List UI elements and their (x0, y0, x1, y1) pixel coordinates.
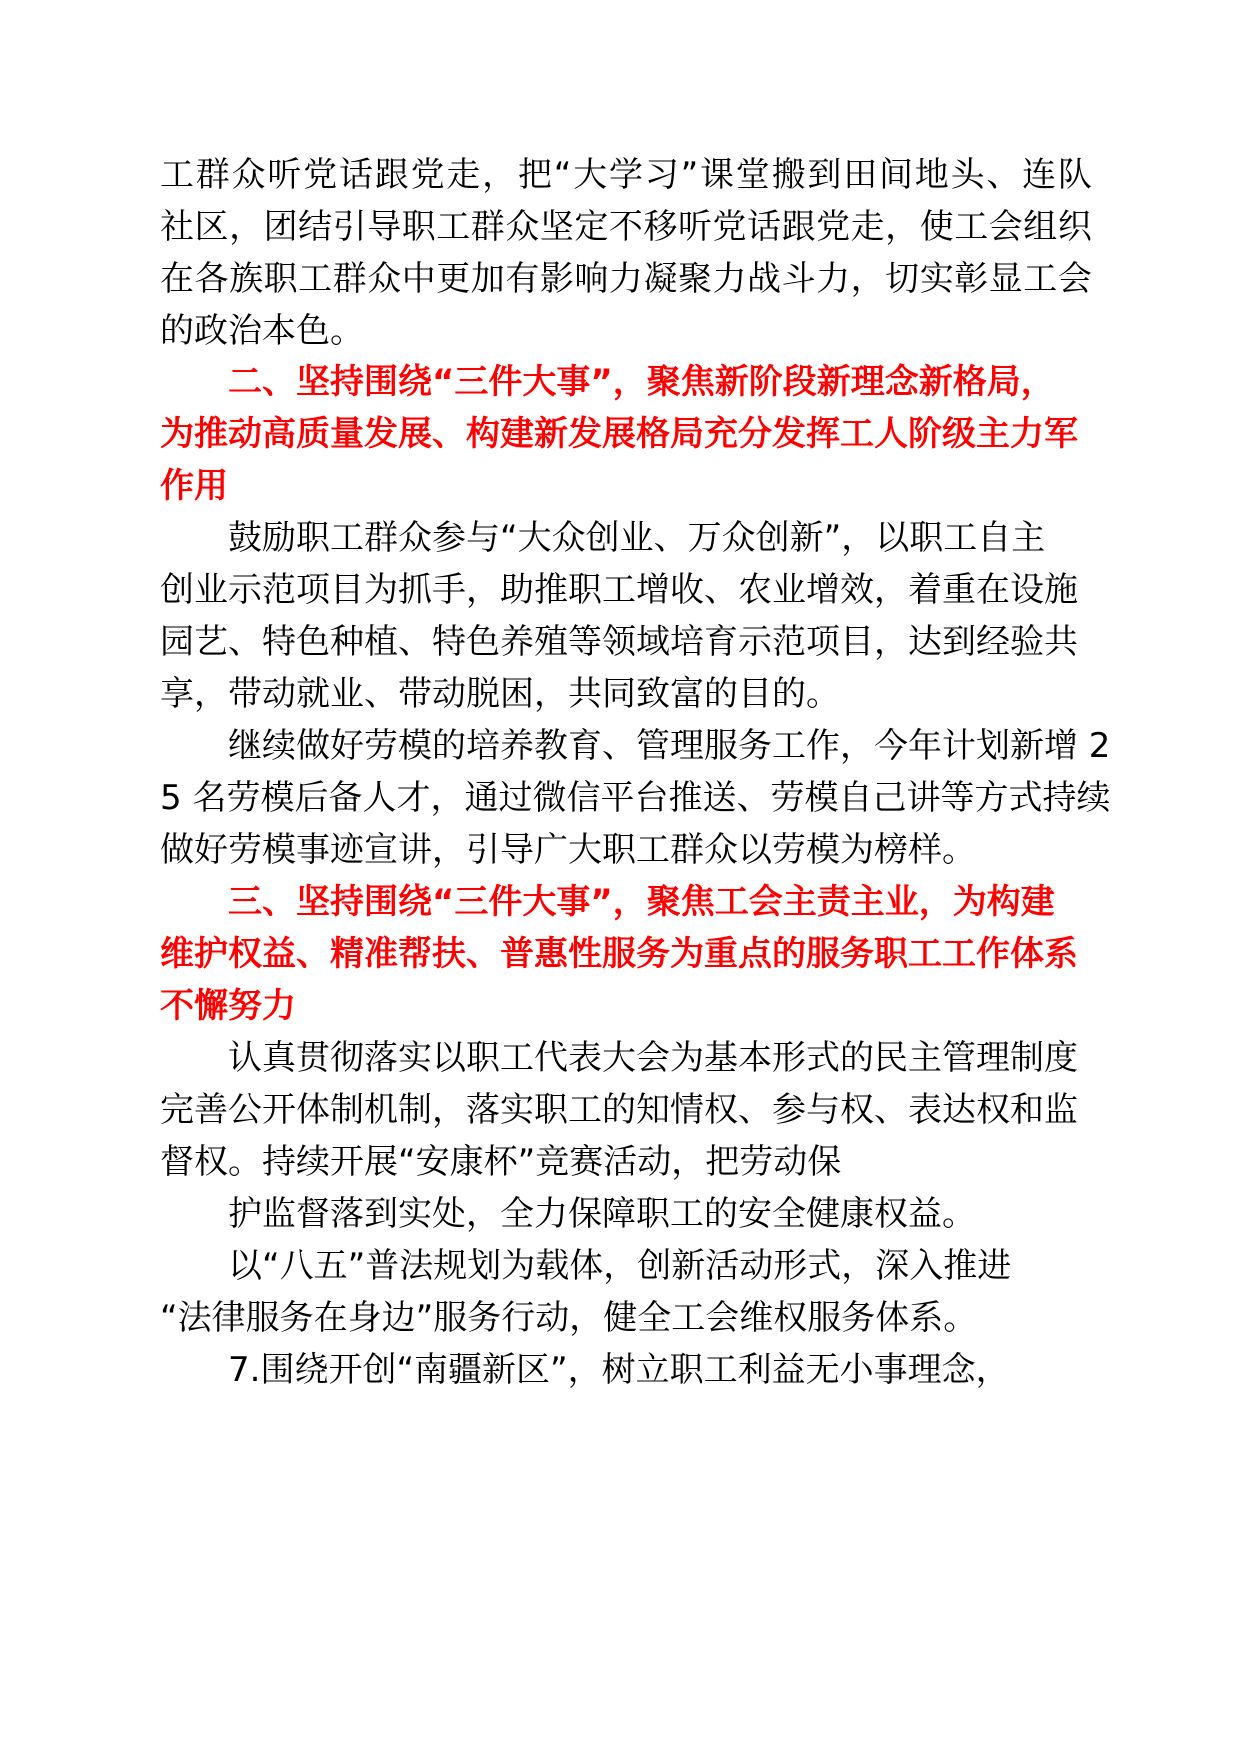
paragraph-line: 做好劳模事迹宣讲，引导广大职工群众以劳模为榜样。 (160, 830, 976, 870)
paragraph-line: 7.围绕开创“南疆新区”，树立职工利益无小事理念， (228, 1350, 1010, 1390)
paragraph-line: 护监督落到实处，全力保障职工的安全健康权益。 (228, 1194, 976, 1234)
paragraph-line: 园艺、特色种植、特色养殖等领域培育示范项目，达到经验共 (160, 622, 1078, 662)
paragraph-line: 在 各 族 职 工 群 众 中 更 加 有 影 响 力 凝 聚 力 战 斗 力 ， 切 实 彰 显 工 会 (160, 259, 1092, 299)
paragraph-line: “法律服务在身边”服务行动，健全工会维权服务体系。 (160, 1298, 978, 1338)
paragraph-line: 5 名劳模后备人才，通过微信平台推送、劳模自己讲等方式持续 (160, 778, 1111, 818)
paragraph-line: 鼓励职工群众参与“大众创业、万众创新”，以职工自主 (228, 518, 1046, 558)
section-heading-line: 作用 (160, 466, 228, 506)
paragraph-line: 认真贯彻落实以职工代表大会为基本形式的民主管理制度 (228, 1038, 1078, 1078)
section-heading-line: 不懈努力 (160, 986, 296, 1026)
paragraph-line: 社 区 ， 团 结 引 导 职 工 群 众 坚 定 不 移 听 党 话 跟 党 走 ， 使 工 会 组 织 (160, 207, 1092, 247)
section-heading-line: 二、坚持围绕“三件大事”，聚焦新阶段新理念新格局， (228, 362, 1055, 402)
section-heading-line: 为推动高质量发展、构建新发展格局充分发挥工人阶级主力军 (160, 414, 1078, 454)
section-heading-line: 维护权益、精准帮扶、普惠性服务为重点的服务职工工作体系 (160, 934, 1078, 974)
section-heading-line: 三、坚持围绕“三件大事”，聚焦工会主责主业，为构建 (228, 882, 1055, 922)
paragraph-line: 工 群 众 听 党 话 跟 党 走 ， 把 “ 大 学 习 ” 课 堂 搬 到 田 间 地 头 、 连 队 (160, 155, 1092, 195)
paragraph-line: 享，带动就业、带动脱困，共同致富的目的。 (160, 674, 840, 714)
paragraph-line: 完善公开体制机制，落实职工的知情权、参与权、表达权和监 (160, 1090, 1078, 1130)
paragraph-line: 以“八五”普法规划为载体，创新活动形式，深入推进 (228, 1246, 1012, 1286)
paragraph-line: 继续做好劳模的培养教育、管理服务工作，今年计划新增 2 (228, 726, 1111, 766)
paragraph-line: 的政治本色。 (160, 311, 364, 351)
paragraph-line: 督权。持续开展“安康杯”竞赛活动，把劳动保 (160, 1142, 842, 1182)
paragraph-line: 创业示范项目为抓手，助推职工增收、农业增效，着重在设施 (160, 570, 1078, 610)
